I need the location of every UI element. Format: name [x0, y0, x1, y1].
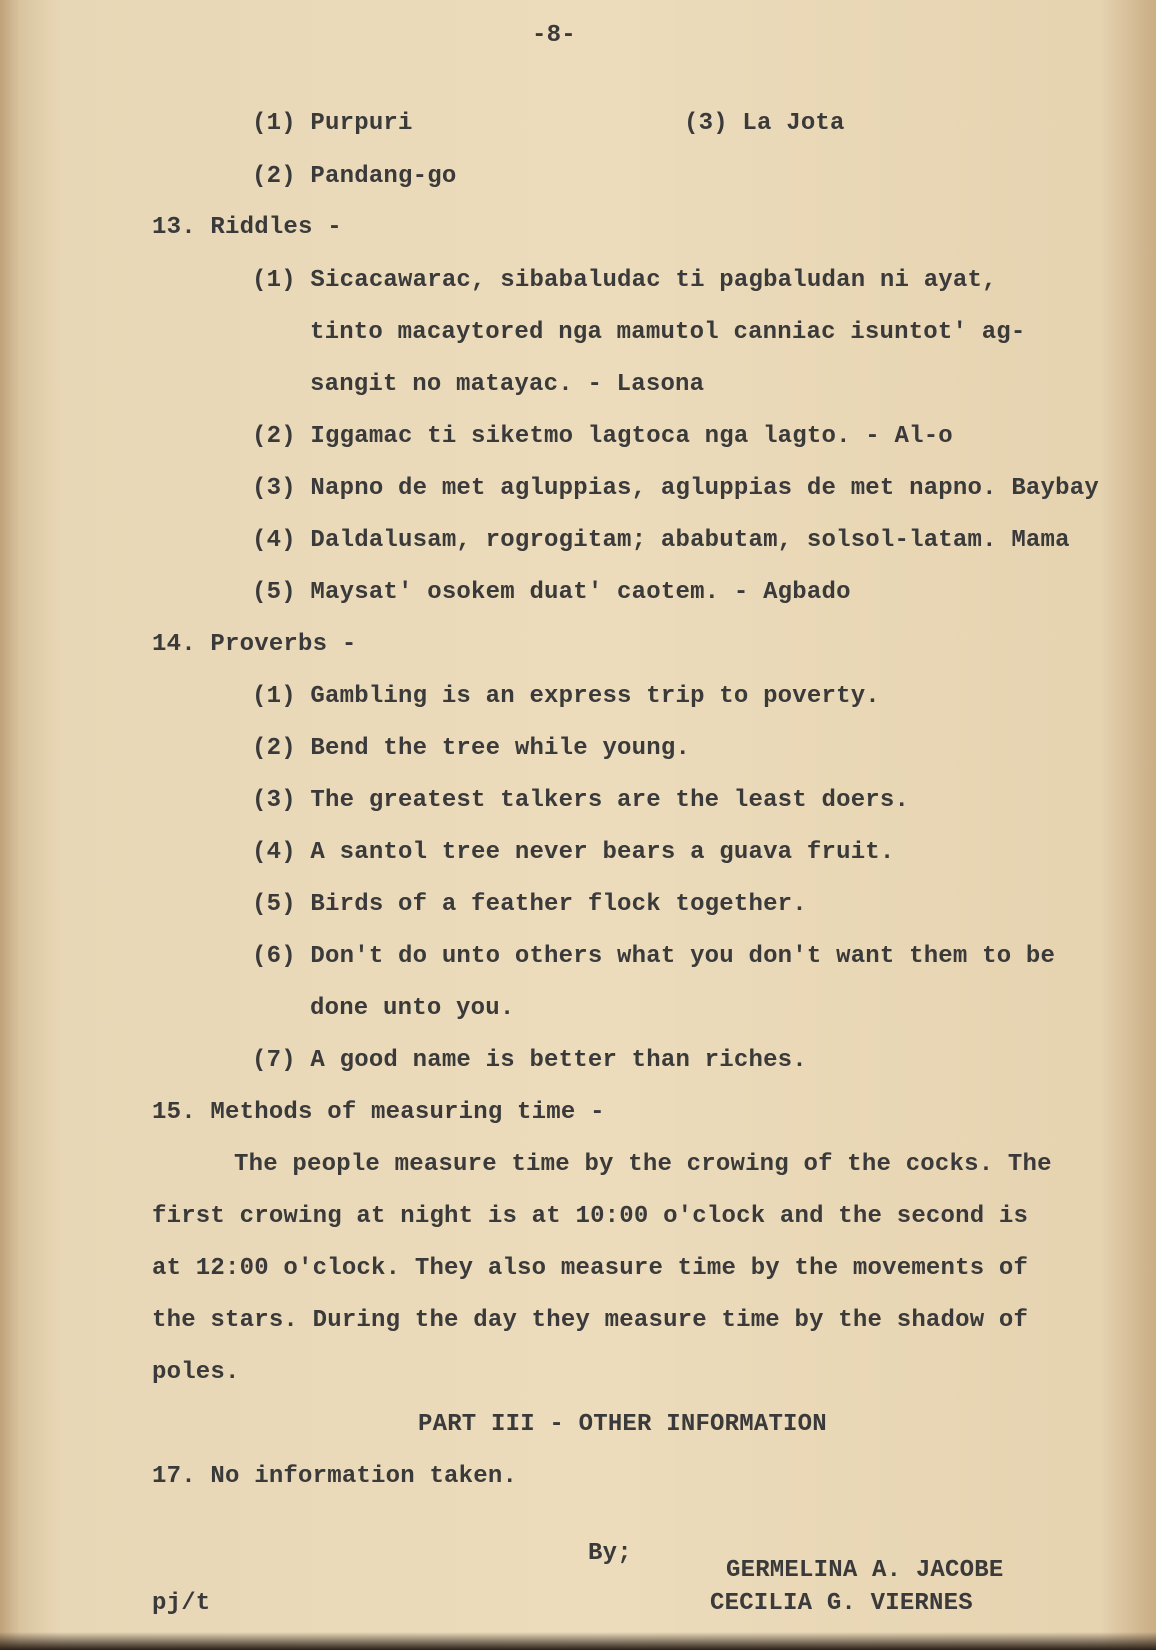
page-bottom-shadow: [0, 1632, 1156, 1650]
proverb-line: (3) The greatest talkers are the least doers.: [252, 787, 910, 814]
signatory-2: CECILIA G. VIERNES: [710, 1590, 973, 1617]
riddle-line: (4) Daldalusam, rogrogitam; ababutam, solsol-latam. Mama: [252, 527, 1070, 554]
riddle-line: tinto macaytored nga mamutol canniac isuntot' ag-: [310, 319, 1026, 346]
by-label: By;: [588, 1540, 632, 1567]
proverb-line: done unto you.: [310, 995, 515, 1022]
part3-heading: PART III - OTHER INFORMATION: [418, 1411, 827, 1438]
paragraph-line: the stars. During the day they measure time by the shadow of: [152, 1307, 1029, 1334]
dance-item-1: (1) Purpuri: [252, 110, 413, 137]
riddle-line: (1) Sicacawarac, sibabaludac ti pagbaludan ni ayat,: [252, 267, 997, 294]
proverb-line: (5) Birds of a feather flock together.: [252, 891, 807, 918]
riddles-heading: 13. Riddles -: [152, 214, 342, 241]
proverbs-heading: 14. Proverbs -: [152, 631, 357, 658]
riddle-line: (5) Maysat' osokem duat' caotem. - Agbado: [252, 579, 851, 606]
riddle-line: sangit no matayac. - Lasona: [310, 371, 705, 398]
paragraph-line: The people measure time by the crowing of the cocks. The: [234, 1151, 1052, 1178]
proverb-line: (2) Bend the tree while young.: [252, 735, 691, 762]
signatory-1: GERMELINA A. JACOBE: [726, 1557, 1004, 1584]
dance-item-3: (3) La Jota: [684, 110, 845, 137]
paragraph-line: poles.: [152, 1359, 240, 1386]
page-number: -8-: [532, 22, 576, 49]
riddle-line: (2) Iggamac ti siketmo lagtoca nga lagto. - Al-o: [252, 423, 953, 450]
time-heading: 15. Methods of measuring time -: [152, 1099, 605, 1126]
proverb-line: (6) Don't do unto others what you don't want them to be: [252, 943, 1056, 970]
dance-item-2: (2) Pandang-go: [252, 163, 457, 190]
proverb-line: (1) Gambling is an express trip to poverty.: [252, 683, 880, 710]
riddle-line: (3) Napno de met agluppias, agluppias de met napno. Baybay: [252, 475, 1099, 502]
proverb-line: (7) A good name is better than riches.: [252, 1047, 807, 1074]
typist-initials: pj/t: [152, 1590, 211, 1617]
paragraph-line: first crowing at night is at 10:00 o'clock and the second is: [152, 1203, 1029, 1230]
proverb-line: (4) A santol tree never bears a guava fruit.: [252, 839, 895, 866]
item-17: 17. No information taken.: [152, 1463, 518, 1490]
paragraph-line: at 12:00 o'clock. They also measure time by the movements of: [152, 1255, 1029, 1282]
